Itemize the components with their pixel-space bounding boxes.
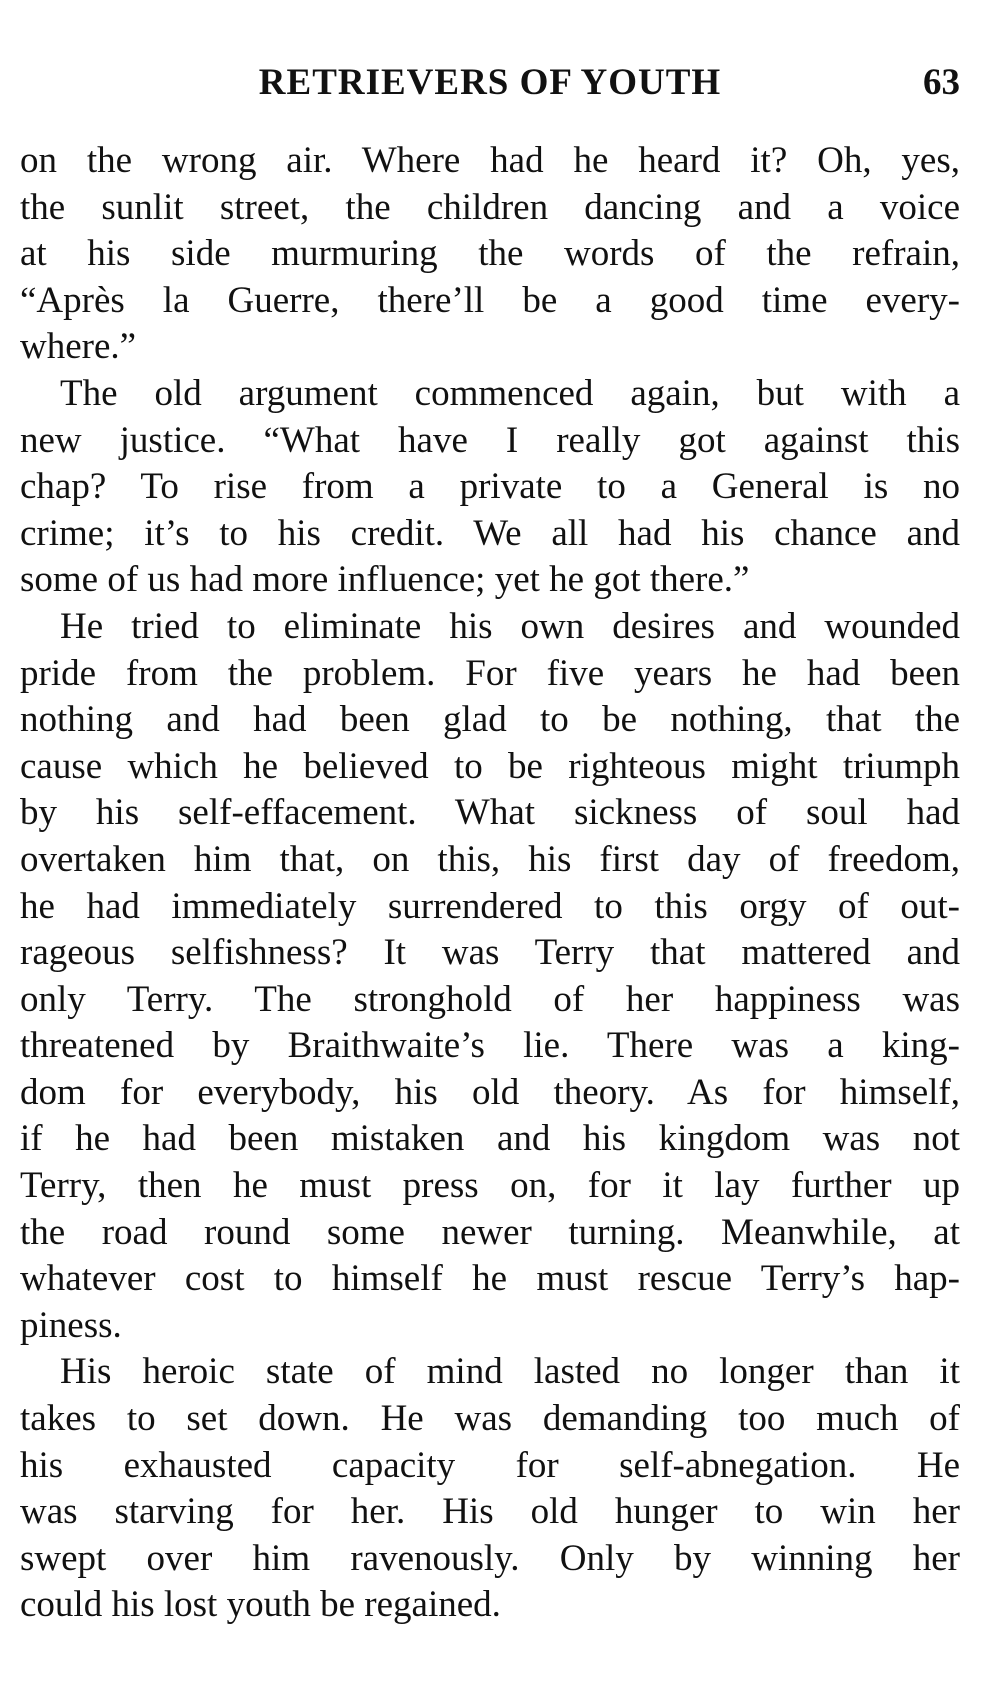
text-line: his exhausted capacity for self-abnegation. He — [20, 1444, 960, 1486]
text-line: swept over him ravenously. Only by winning her — [20, 1537, 960, 1579]
text-line: only Terry. The stronghold of her happiness was — [20, 978, 960, 1020]
text-line: new justice. “What have I really got against this — [20, 419, 960, 461]
text-line: he had immediately surrendered to this orgy of out- — [20, 885, 960, 927]
text-line: rageous selfishness? It was Terry that mattered and — [20, 932, 960, 974]
text-line: cause which he believed to be righteous might triumph — [20, 745, 960, 787]
page-number: 63 — [923, 62, 960, 103]
text-line: on the wrong air. Where had he heard it? Oh, yes, — [20, 140, 960, 181]
text-line: pride from the problem. For five years he had been — [20, 652, 960, 694]
paragraph — [20, 371, 960, 604]
text-line: His heroic state of mind lasted no longer than it — [60, 1351, 960, 1393]
text-line: threatened by Braithwaite’s lie. There was a king- — [20, 1025, 960, 1067]
text-line: chap? To rise from a private to a General is no — [20, 466, 960, 508]
text-line: at his side murmuring the words of the refrain, — [20, 233, 960, 275]
paragraph — [20, 604, 960, 1350]
text-line: The old argument commenced again, but with a — [60, 372, 960, 414]
text-line: piness. — [20, 1304, 122, 1346]
text-line: overtaken him that, on this, his first day of freedom, — [20, 838, 960, 880]
paragraph — [20, 1349, 960, 1629]
text-line: could his lost youth be regained. — [20, 1584, 501, 1626]
text-line: by his self-effacement. What sickness of soul had — [20, 792, 960, 834]
text-line: the sunlit street, the children dancing and a voice — [20, 186, 960, 228]
text-line: dom for everybody, his old theory. As for himself, — [20, 1071, 960, 1113]
text-line: He tried to eliminate his own desires and wounded — [60, 605, 960, 647]
body-text — [20, 138, 960, 1629]
text-line: the road round some newer turning. Meanwhile, at — [20, 1211, 960, 1253]
text-line: some of us had more influence; yet he got there.” — [20, 559, 750, 601]
text-line: Terry, then he must press on, for it lay further up — [20, 1165, 960, 1207]
text-line: “Après la Guerre, there’ll be a good time every- — [20, 279, 960, 321]
text-line: nothing and had been glad to be nothing, that the — [20, 699, 960, 741]
text-line: crime; it’s to his credit. We all had his chance and — [20, 512, 960, 554]
text-line: where.” — [20, 326, 137, 368]
text-line: takes to set down. He was demanding too much of — [20, 1398, 960, 1440]
running-title: RETRIEVERS OF YOUTH — [258, 62, 722, 103]
text-line: whatever cost to himself he must rescue Terry’s hap- — [20, 1258, 960, 1300]
text-line: was starving for her. His old hunger to win her — [20, 1491, 960, 1533]
text-line: if he had been mistaken and his kingdom was not — [20, 1118, 960, 1160]
paragraph — [20, 138, 960, 371]
running-head — [20, 58, 960, 108]
